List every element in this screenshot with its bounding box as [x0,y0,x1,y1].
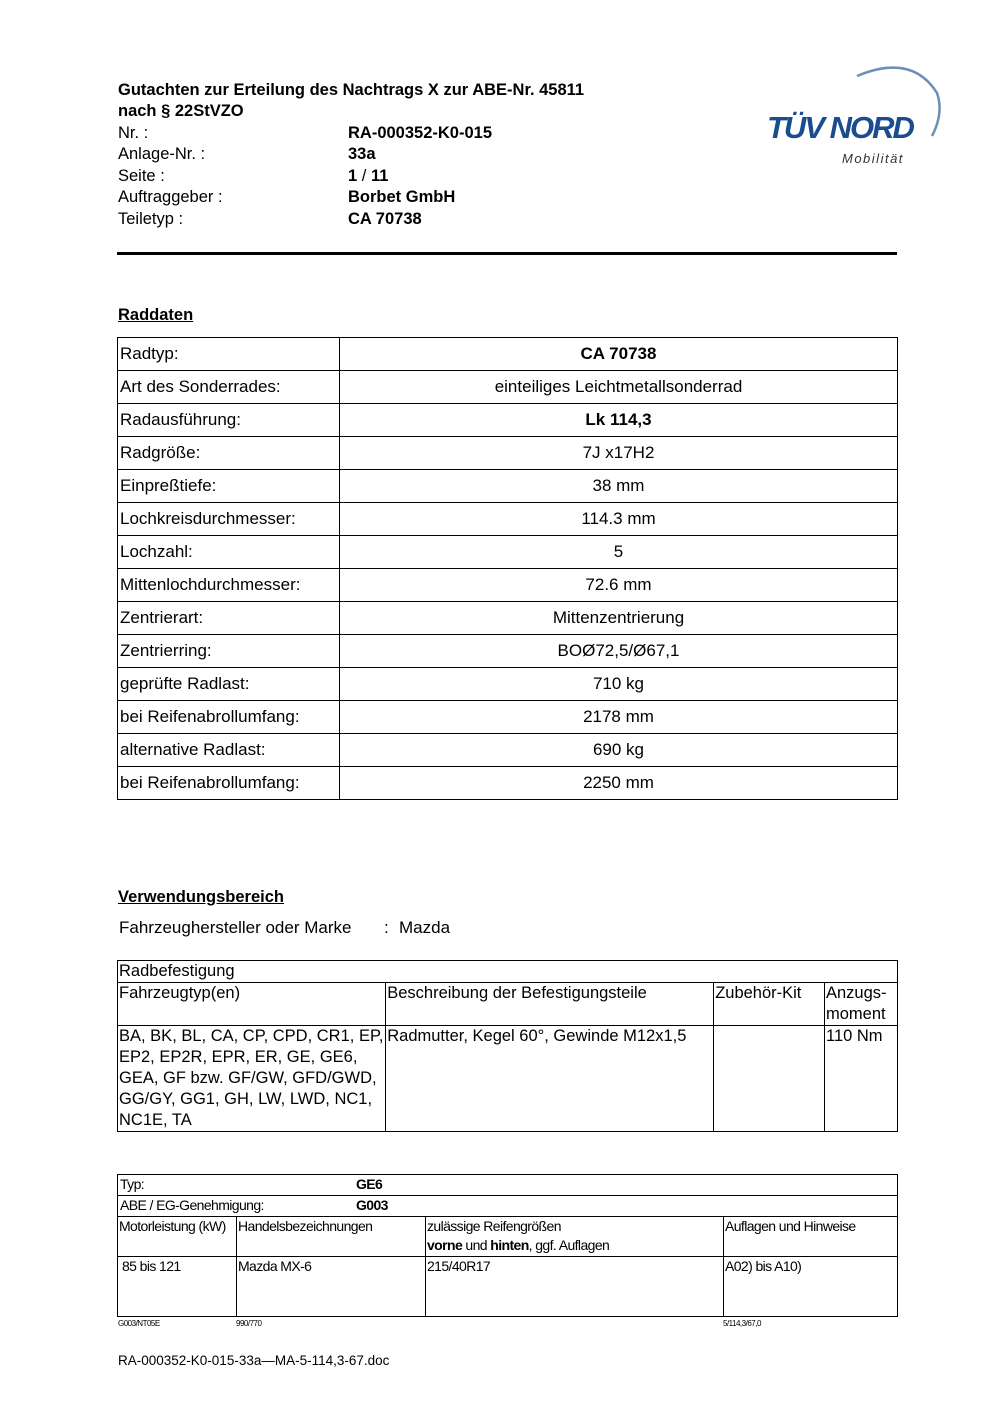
raddaten-key: bei Reifenabrollumfang: [118,767,340,800]
motorleistung-value: 85 bis 121 [122,1258,181,1274]
raddaten-value: 710 kg [340,668,898,701]
raddaten-value: 7J x17H2 [340,437,898,470]
abe-row [118,1196,898,1217]
raddaten-key: geprüfte Radlast: [118,668,340,701]
raddaten-row [118,569,898,602]
raddaten-row [118,536,898,569]
raddaten-key: Radtyp: [118,338,340,371]
abe-value: G003 [356,1197,388,1213]
col-header-anzugsmoment [825,983,898,1026]
raddaten-value: Mittenzentrierung [340,602,898,635]
cell-reifen: 215/40R17 [426,1257,724,1317]
field-label: Seite : [118,167,165,185]
anzugsmoment-label: Anzugs-moment [826,984,887,1023]
befestigung-table [117,960,898,1132]
raddaten-row [118,503,898,536]
reifen-header-hinten: hinten [490,1237,529,1253]
typ-label: Typ: [120,1176,145,1192]
abe-label: ABE / EG-Genehmigung: [120,1197,264,1213]
hersteller-line [119,918,451,938]
logo-subtitle: Mobilität [842,151,904,166]
raddaten-key: alternative Radlast: [118,734,340,767]
field-value: CA 70738 [348,210,422,228]
field-label: Nr. : [118,124,149,142]
col-header-motorleistung: Motorleistung (kW) [118,1217,237,1257]
field-label: Auftraggeber : [118,188,223,206]
logo-brand: TÜV NORD [767,110,913,145]
tuev-nord-logo [762,58,942,170]
raddaten-key: Art des Sonderrades: [118,371,340,404]
raddaten-row [118,404,898,437]
cell-zubehoer [714,1026,825,1132]
col-header-auflagen: Auflagen und Hinweise [724,1217,898,1257]
cell-fahrzeugtypen: BA, BK, BL, CA, CP, CPD, CR1, EP, EP2, EP2R, EPR, ER, GE, GE6, GEA, GF bzw. GF/GW, GFD/GWD, GG/GY, GG1, GH, LW, LWD, NC1, NC1E, TA [118,1026,386,1132]
raddaten-row [118,734,898,767]
cell-anzugsmoment: 110 Nm [825,1026,898,1132]
raddaten-value: 114.3 mm [340,503,898,536]
raddaten-value: 5 [340,536,898,569]
raddaten-row [118,668,898,701]
col-header-reifengroessen [426,1217,724,1257]
reifen-header-line1: zulässige Reifengrößen [427,1218,561,1234]
typ-value: GE6 [356,1176,383,1192]
raddaten-table [117,337,898,800]
page-total: 11 [370,167,389,185]
raddaten-row [118,371,898,404]
document-title: Gutachten zur Erteilung des Nachtrags X zur ABE-Nr. 45811 nach § 22StVZO [118,81,585,120]
cell-auflagen: A02) bis A10) [724,1257,898,1317]
raddaten-key: Lochzahl: [118,536,340,569]
raddaten-value: Lk 114,3 [340,404,898,437]
verwendung-title: Verwendungsbereich [118,888,284,906]
field-value: 33a [348,145,376,163]
raddaten-row [118,338,898,371]
field-value: RA-000352-K0-015 [348,124,492,142]
raddaten-key: Einpreßtiefe: [118,470,340,503]
raddaten-value: 2250 mm [340,767,898,800]
raddaten-row [118,767,898,800]
raddaten-row [118,635,898,668]
reifen-header-rest: , ggf. Auflagen [528,1237,610,1253]
raddaten-title: Raddaten [118,306,194,324]
befestigung-title: Radbefestigung [118,961,898,983]
field-value: Borbet GmbH [348,188,456,206]
raddaten-value: 690 kg [340,734,898,767]
hersteller-value: Mazda [399,918,451,937]
cell-beschreibung: Radmutter, Kegel 60°, Gewinde M12x1,5 [386,1026,714,1132]
raddaten-row [118,470,898,503]
raddaten-key: Radausführung: [118,404,340,437]
page-sep: / [357,167,371,185]
raddaten-row [118,602,898,635]
document-filename: RA-000352-K0-015-33a—MA-5-114,3-67.doc [118,1353,390,1368]
header-divider [117,252,897,255]
field-value [348,166,388,187]
reifen-header-und: und [462,1237,491,1253]
cell-handelsbezeichnung: Mazda MX-6 [237,1257,426,1317]
cell-motorleistung [118,1257,237,1317]
raddaten-key: bei Reifenabrollumfang: [118,701,340,734]
code-gewicht: 990/770 [236,1319,262,1328]
raddaten-value: 72.6 mm [340,569,898,602]
field-label: Teiletyp : [118,210,184,228]
raddaten-row [118,437,898,470]
hersteller-label: Fahrzeughersteller oder Marke [119,918,352,937]
col-header-zubehoer: Zubehör-Kit [714,983,825,1026]
hersteller-colon: : [384,918,389,937]
typ-row [118,1175,898,1196]
raddaten-value: 38 mm [340,470,898,503]
raddaten-key: Mittenlochdurchmesser: [118,569,340,602]
field-label: Anlage-Nr. : [118,145,206,163]
code-genehmigung: G003/NT05E [118,1319,160,1328]
col-header-fahrzeugtyp: Fahrzeugtyp(en) [118,983,386,1026]
raddaten-value: BOØ72,5/Ø67,1 [340,635,898,668]
page-current: 1 [348,167,358,185]
col-header-beschreibung: Beschreibung der Befestigungsteile [386,983,714,1026]
typ-table [117,1174,898,1317]
raddaten-value: 2178 mm [340,701,898,734]
raddaten-row [118,701,898,734]
col-header-handelsbezeichnungen: Handelsbezeichnungen [237,1217,426,1257]
raddaten-key: Lochkreisdurchmesser: [118,503,340,536]
raddaten-key: Zentrierring: [118,635,340,668]
raddaten-key: Radgröße: [118,437,340,470]
raddaten-value: einteiliges Leichtmetallsonderrad [340,371,898,404]
raddaten-value: CA 70738 [340,338,898,371]
code-lochkreis: 5/114,3/67,0 [723,1319,761,1328]
reifen-header-vorne: vorne [427,1237,463,1253]
raddaten-key: Zentrierart: [118,602,340,635]
